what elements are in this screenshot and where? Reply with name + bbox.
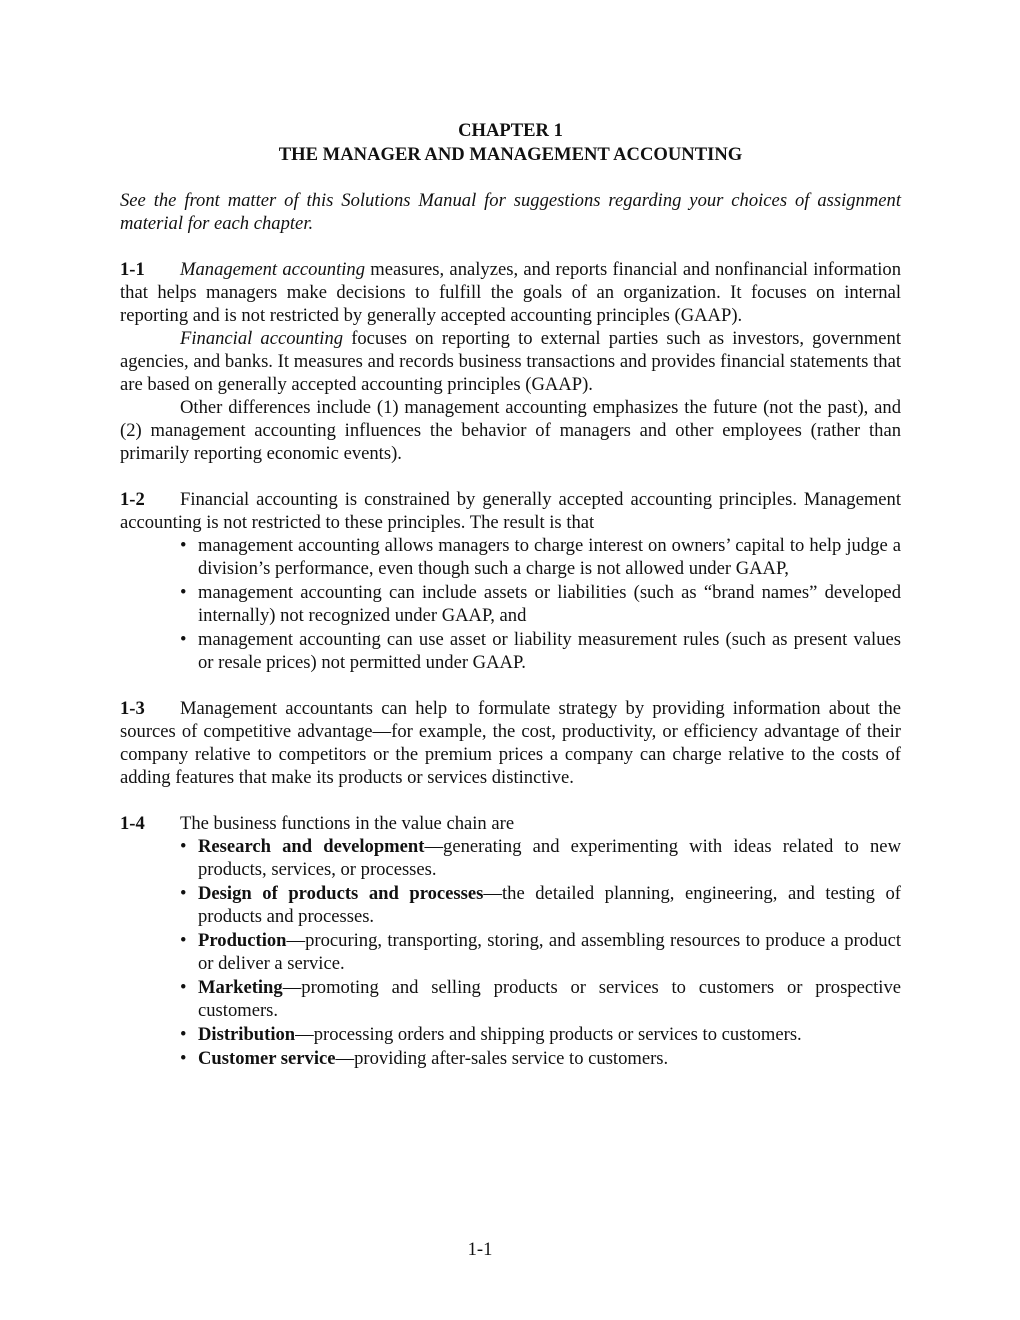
list-item: • Design of products and processes—the detailed planning, engineering, and testing of products and processes. [180, 883, 901, 927]
answer-paragraph [120, 697, 901, 789]
paragraph-text: Financial accounting is constrained by generally accepted accounting principles. Management accounting is not restricted to these principles. The result is that [120, 489, 901, 533]
answer-paragraph [120, 488, 901, 534]
answer-paragraph [120, 327, 901, 396]
paragraph-text: Management accountants can help to formulate strategy by providing information about the sources of competitive advantage—for example, the cost, productivity, or efficiency advantage of their company relative to competitors or the premium prices a company can charge relative to the costs of adding features that make its products or services distinctive. [120, 698, 901, 788]
list-item: • management accounting can include assets or liabilities (such as “brand names” developed internally) not recognized under GAAP, and [180, 582, 901, 626]
bullet-list [180, 534, 901, 674]
question-1-4 [120, 812, 901, 1070]
chapter-number: CHAPTER 1 [458, 120, 563, 141]
paragraph-text: The business functions in the value chain are [180, 813, 515, 834]
question-1-1 [120, 258, 901, 465]
bullet-icon: • [180, 535, 187, 556]
list-item: • Research and development—generating and experimenting with ideas related to new products, services, or processes. [180, 836, 901, 880]
bullet-icon: • [180, 1024, 187, 1045]
bullet-icon: • [180, 883, 187, 904]
paragraph-text: focuses on reporting to external parties such as investors, government agencies, and banks. It measures and records business transactions and provides financial statements that are based on generally accepted accounting principles (GAAP). [120, 328, 901, 395]
answer-paragraph: Other differences include (1) management accounting emphasizes the future (not the past), and (2) management accounting influences the behavior of managers and other employees (rather than primarily reporting economic events). [120, 397, 901, 464]
list-item: • management accounting allows managers to charge interest on owners’ capital to help judge a division’s performance, even though such a charge is not allowed under GAAP, [180, 535, 901, 579]
question-number: 1-2 [120, 489, 145, 510]
intro-note: See the front matter of this Solutions Manual for suggestions regarding your choices of assignment material for each chapter. [120, 190, 901, 234]
bullet-icon: • [180, 836, 187, 857]
term: Production [198, 930, 287, 951]
document-page [120, 119, 901, 1071]
term: Management accounting [180, 259, 365, 280]
bullet-icon: • [180, 1048, 187, 1069]
list-item: • Marketing—promoting and selling products or services to customers or prospective customers. [180, 977, 901, 1021]
bullet-icon: • [180, 930, 187, 951]
paragraph-text: measures, analyzes, and reports financial and nonfinancial information that helps managers make decisions to fulfill the goals of an organization. It focuses on internal reporting and is not restricted by generally accepted accounting principles (GAAP). [120, 259, 901, 326]
chapter-heading [120, 119, 901, 167]
page-number: 1-1 [467, 1239, 493, 1260]
list-item: • Distribution—processing orders and shipping products or services to customers. [180, 1024, 802, 1045]
term: Marketing [198, 977, 283, 998]
bullet-icon: • [180, 629, 187, 650]
bullet-list [180, 835, 901, 1070]
bullet-icon: • [180, 977, 187, 998]
term: Financial accounting [180, 328, 344, 349]
term: Design of products and processes [198, 883, 484, 904]
list-item: • management accounting can use asset or liability measurement rules (such as present values or resale prices) not permitted under GAAP. [180, 629, 901, 673]
answer-paragraph [120, 812, 901, 835]
question-number: 1-4 [120, 813, 145, 834]
term: Research and development [198, 836, 425, 857]
question-1-3 [120, 697, 901, 789]
chapter-title: THE MANAGER AND MANAGEMENT ACCOUNTING [278, 144, 743, 165]
list-item: • Production—procuring, transporting, storing, and assembling resources to produce a product or deliver a service. [180, 930, 901, 974]
term: Distribution [198, 1024, 296, 1045]
answer-paragraph [120, 258, 901, 327]
question-number: 1-3 [120, 698, 145, 719]
bullet-icon: • [180, 582, 187, 603]
term: Customer service [198, 1048, 336, 1069]
question-number: 1-1 [120, 259, 145, 280]
question-1-2 [120, 488, 901, 674]
list-item: • Customer service—providing after-sales service to customers. [180, 1048, 669, 1069]
